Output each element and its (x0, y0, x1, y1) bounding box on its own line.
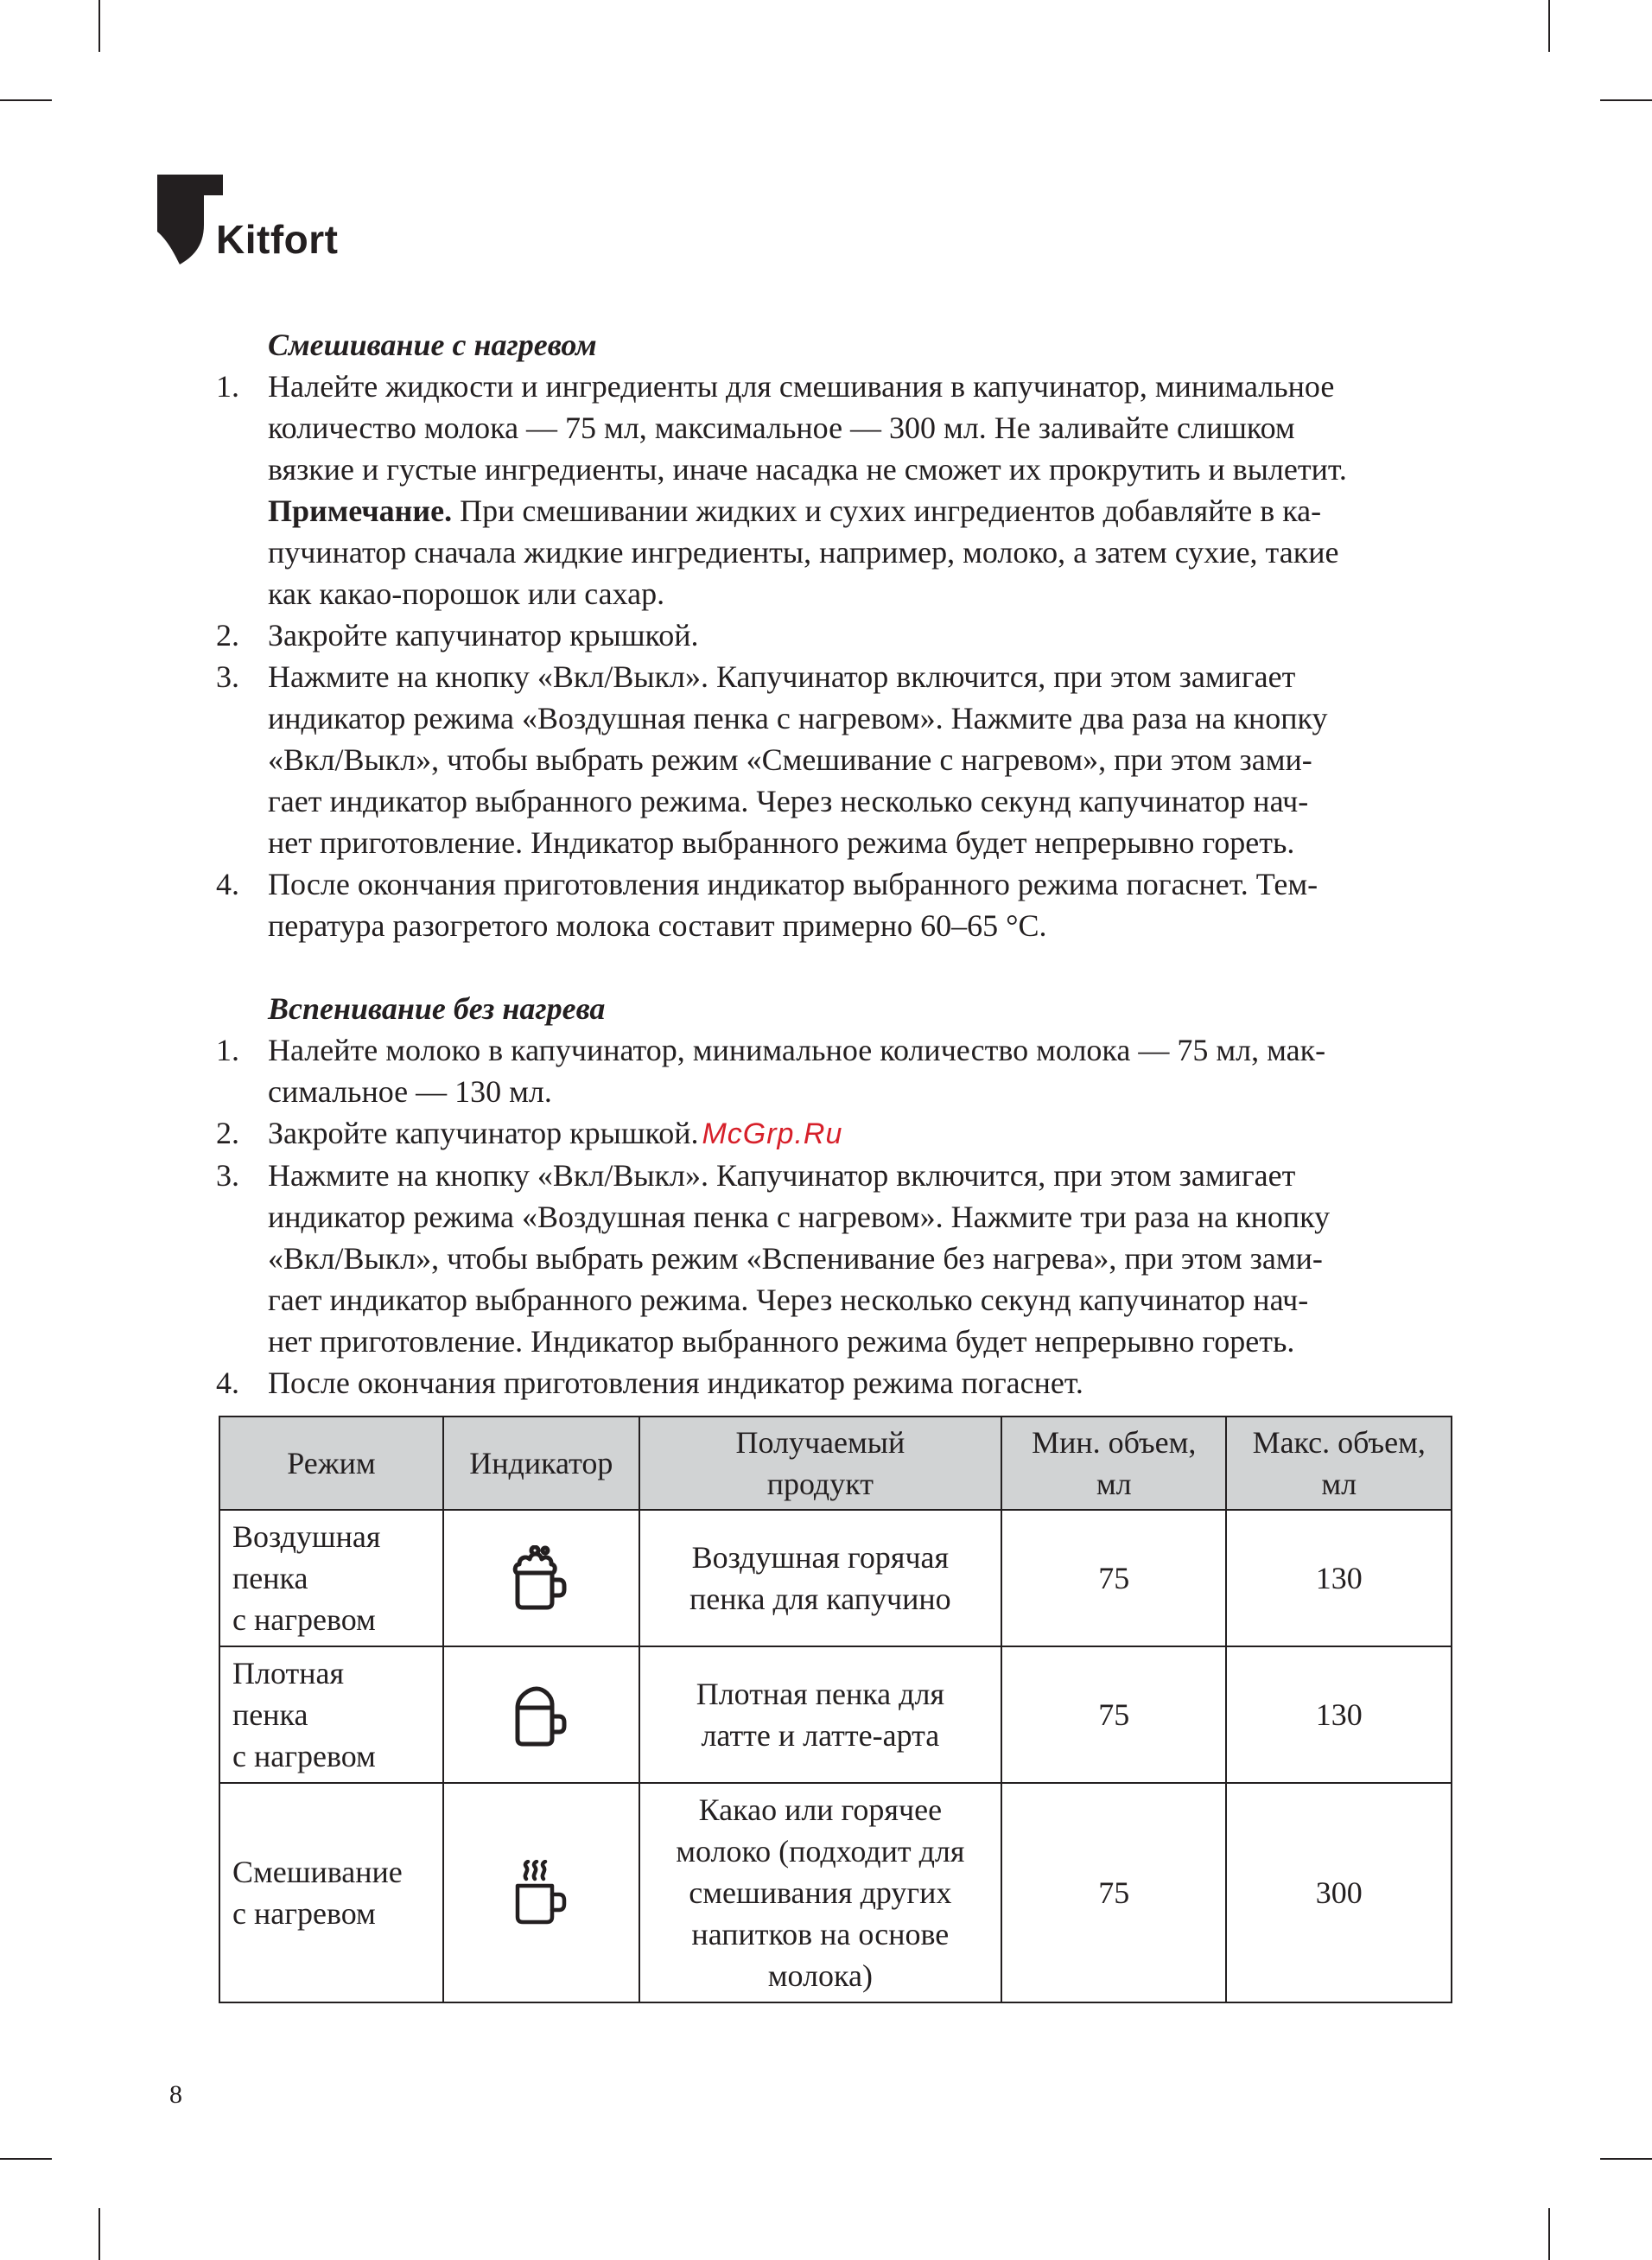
cell-text: Воздушная горячая (691, 1540, 950, 1575)
table-row (219, 1510, 1452, 1646)
table-header-row (219, 1416, 1452, 1510)
step-line: нет приготовление. Индикатор выбранного режима будет непрерывно гореть. (268, 825, 1295, 860)
indicator-cell (443, 1783, 639, 2002)
brand-name: Kitfort (216, 217, 339, 262)
step-line: как какао-порошок или сахар. (268, 576, 665, 611)
crop-mark (98, 0, 100, 52)
step-line: вязкие и густые ингредиенты, иначе насадка не сможет их прокрутить и вылетит. (268, 452, 1347, 487)
list-item (216, 656, 1460, 863)
step-line: гает индикатор выбранного режима. Через несколько секунд капучинатор нач- (268, 1283, 1309, 1317)
header-product (639, 1416, 1001, 1510)
note-label: Примечание. (268, 493, 453, 528)
header-text: продукт (766, 1467, 874, 1501)
step-line: После окончания приготовления индикатор выбранного режима погаснет. Тем- (268, 867, 1318, 901)
step-number: 2. (216, 1116, 239, 1150)
list-item (216, 1362, 1460, 1404)
max-volume-cell: 130 (1226, 1646, 1452, 1783)
page-number: 8 (169, 2080, 182, 2109)
instructions (216, 324, 1460, 1404)
cell-text: пенка для капучино (689, 1582, 951, 1616)
list-item (216, 614, 1460, 656)
indicator-cell (443, 1646, 639, 1783)
step-line: Нажмите на кнопку «Вкл/Выкл». Капучинатор включится, при этом замигает (268, 659, 1296, 694)
crop-mark (0, 99, 52, 101)
header-indicator (443, 1416, 639, 1510)
step-number: 1. (216, 369, 239, 404)
steam-cup-icon (511, 1860, 571, 1926)
watermark-link[interactable]: McGrp.Ru (702, 1117, 843, 1150)
table-row (219, 1783, 1452, 2002)
modes-table (219, 1416, 1452, 2003)
cell-text: молока) (767, 1958, 873, 1993)
step-number: 3. (216, 659, 239, 694)
header-text: Индикатор (469, 1446, 613, 1480)
list-item (216, 1029, 1460, 1112)
list-item (216, 863, 1460, 946)
header-text: Мин. объем, (1032, 1425, 1197, 1460)
crop-mark (1600, 2158, 1652, 2160)
min-volume-cell: 75 (1001, 1646, 1226, 1783)
section-title: Смешивание с нагревом (268, 328, 597, 362)
step-line: пература разогретого молока составит примерно 60–65 °С. (268, 908, 1047, 943)
crop-mark (1548, 2208, 1550, 2260)
step-line: нет приготовление. Индикатор выбранного режима будет непрерывно гореть. (268, 1324, 1295, 1359)
cell-text: латте и латте-арта (701, 1718, 940, 1753)
dense-foam-cup-icon (511, 1682, 571, 1748)
header-text: Получаемый (735, 1425, 905, 1460)
crop-mark (1600, 99, 1652, 101)
cell-text: пенка (232, 1697, 308, 1732)
cell-text: Плотная пенка для (696, 1677, 944, 1711)
step-line: гает индикатор выбранного режима. Через несколько секунд капучинатор нач- (268, 784, 1309, 818)
step-number: 4. (216, 1366, 239, 1400)
step-line: индикатор режима «Воздушная пенка с нагревом». Нажмите три раза на кнопку (268, 1200, 1331, 1234)
step-line: После окончания приготовления индикатор режима погаснет. (268, 1366, 1083, 1400)
cell-text: с нагревом (232, 1602, 376, 1637)
step-line: количество молока — 75 мл, максимальное — 300 мл. Не заливайте слишком (268, 411, 1295, 445)
max-volume-cell: 130 (1226, 1510, 1452, 1646)
note-text: При смешивании жидких и сухих ингредиентов добавляйте в ка- (460, 493, 1322, 528)
step-line: Налейте молоко в капучинатор, минимальное количество молока — 75 мл, мак- (268, 1033, 1326, 1067)
crop-mark (0, 2158, 52, 2160)
note-line (268, 490, 1460, 532)
list-item (216, 1112, 1460, 1155)
header-text: Режим (287, 1446, 376, 1480)
step-line: симальное — 130 мл. (268, 1074, 552, 1109)
indicator-cell (443, 1510, 639, 1646)
step-line: «Вкл/Выкл», чтобы выбрать режим «Вспенивание без нагрева», при этом зами- (268, 1241, 1323, 1276)
list-item (216, 1155, 1460, 1362)
cell-text: пенка (232, 1561, 308, 1595)
product-cell (639, 1510, 1001, 1646)
step-number: 4. (216, 867, 239, 901)
header-mode (219, 1416, 443, 1510)
step-line: пучинатор сначала жидкие ингредиенты, например, молоко, а затем сухие, такие (268, 535, 1339, 570)
kitfort-logo (157, 175, 365, 270)
header-text: мл (1096, 1467, 1132, 1501)
header-text: мл (1321, 1467, 1357, 1501)
mode-cell (219, 1783, 443, 2002)
max-volume-cell: 300 (1226, 1783, 1452, 2002)
steps-list (216, 1029, 1460, 1404)
mode-cell (219, 1510, 443, 1646)
section-gap (216, 946, 1460, 988)
header-min-volume (1001, 1416, 1226, 1510)
mode-cell (219, 1646, 443, 1783)
cell-text: Смешивание (232, 1855, 403, 1889)
cell-text: смешивания других (689, 1875, 952, 1910)
step-number: 3. (216, 1158, 239, 1193)
cell-text: напитков на основе (691, 1917, 950, 1951)
step-line: Нажмите на кнопку «Вкл/Выкл». Капучинатор включится, при этом замигает (268, 1158, 1296, 1193)
step-text: Закройте капучинатор крышкой. (268, 1116, 699, 1150)
cell-text: Плотная (232, 1656, 345, 1690)
product-cell (639, 1783, 1001, 2002)
cell-text: с нагревом (232, 1739, 376, 1773)
min-volume-cell: 75 (1001, 1510, 1226, 1646)
step-number: 2. (216, 618, 239, 653)
header-max-volume (1226, 1416, 1452, 1510)
foam-cup-icon (511, 1545, 571, 1611)
crop-mark (1548, 0, 1550, 52)
table-row (219, 1646, 1452, 1783)
step-line: индикатор режима «Воздушная пенка с нагревом». Нажмите два раза на кнопку (268, 701, 1328, 735)
steps-list (216, 366, 1460, 946)
list-item (216, 366, 1460, 614)
crop-mark (98, 2208, 100, 2260)
step-line: Закройте капучинатор крышкой. (268, 618, 699, 653)
section-title: Вспенивание без нагрева (268, 991, 606, 1026)
cell-text: Какао или горячее (698, 1792, 943, 1827)
cell-text: молоко (подходит для (676, 1834, 965, 1868)
step-line (268, 1112, 1460, 1155)
step-line: «Вкл/Выкл», чтобы выбрать режим «Смешивание с нагревом», при этом зами- (268, 742, 1312, 777)
cell-text: с нагревом (232, 1896, 376, 1931)
step-number: 1. (216, 1033, 239, 1067)
cell-text: Воздушная (232, 1519, 381, 1554)
header-text: Макс. объем, (1252, 1425, 1426, 1460)
step-line: Налейте жидкости и ингредиенты для смешивания в капучинатор, минимальное (268, 369, 1335, 404)
product-cell (639, 1646, 1001, 1783)
min-volume-cell: 75 (1001, 1783, 1226, 2002)
